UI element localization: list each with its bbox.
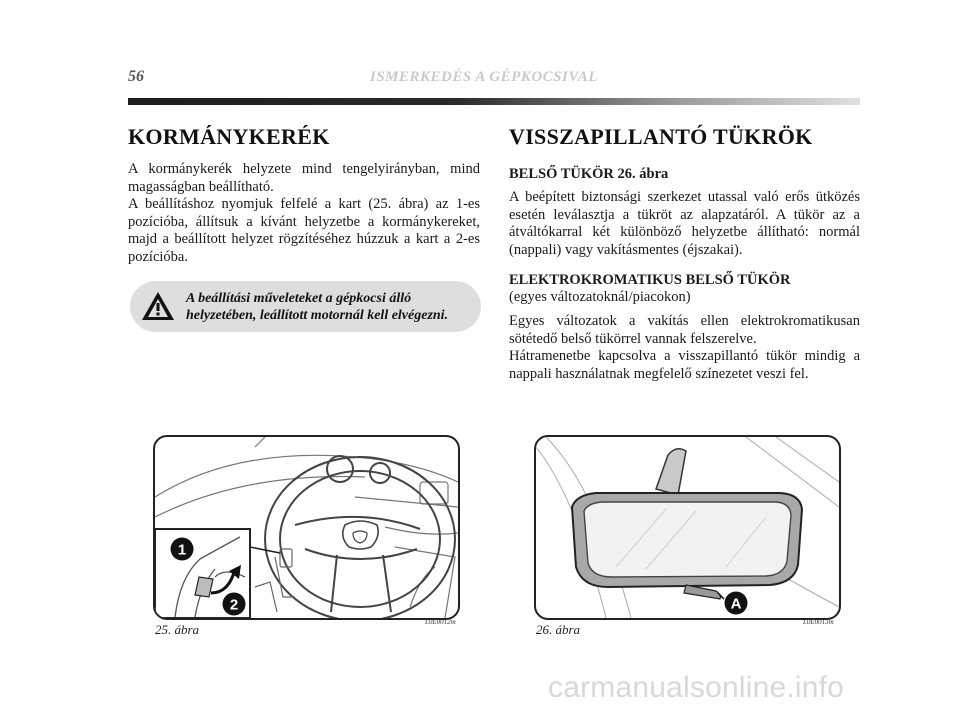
electrochromic-body [509, 313, 860, 383]
callout-1 [171, 538, 194, 561]
electrochromic-note: (egyes változatoknál/piacokon) [509, 289, 691, 305]
steering-paragraph-1: A kormánykerék helyzete mind tengelyirányban, mind magasságban beállítható. [128, 161, 480, 195]
figure-steering-wheel [153, 435, 460, 620]
callout-2 [223, 593, 246, 616]
electrochromic-paragraph-1: Egyes változatok a vakítás ellen elektrokromatikusan sötétedő belső tükörrel vannak felszerelve. [509, 313, 860, 347]
steering-body [128, 161, 480, 266]
svg-text:A: A [730, 595, 742, 613]
rearview-mirror-illustration [536, 437, 839, 618]
figure-25-code: L0E0012m [425, 618, 456, 626]
running-header: ISMERKEDÉS A GÉPKOCSIVAL [370, 69, 598, 85]
steering-paragraph-2: A beállításhoz nyomjuk felfelé a kart (25. ábra) az 1-es pozícióba, állítsuk a kívánt helyzetbe a kormánykereket, majd a beállított helyzet rögzítéséhez húzzuk a kart a 2-es pozícióba. [128, 196, 480, 265]
figure-26-code: L0E0013m [803, 618, 834, 626]
warning-box [130, 281, 481, 332]
page-number: 56 [128, 68, 144, 85]
callout-a [725, 592, 748, 615]
figure-25-caption: 25. ábra [155, 622, 200, 637]
figure-26-caption: 26. ábra [536, 622, 581, 637]
section-title-mirrors: VISSZAPILLANTÓ TÜKRÖK [509, 124, 813, 149]
warning-text: A beállítási műveleteket a gépkocsi álló helyzetében, leállított motornál kell elvégezni. [186, 290, 449, 323]
inner-mirror-body: A beépített biztonsági szerkezet utassal való erős ütközés esetén leválasztja a tükröt az alapzatáról. A tükör az a átváltókarral két különböző helyzetbe állítható: normál (nappali) vagy vakításmentes (éjszakai). [509, 189, 860, 258]
figure-rearview-mirror [534, 435, 841, 620]
subheading-electrochromic: ELEKTROKROMATIKUS BELSŐ TÜKÖR [509, 272, 791, 288]
svg-text:1: 1 [177, 541, 187, 559]
steering-wheel-illustration [155, 437, 458, 618]
svg-text:2: 2 [229, 596, 239, 614]
watermark: carmanualsonline.info [548, 671, 845, 704]
warning-triangle-icon [140, 290, 176, 322]
header-rule [128, 98, 860, 105]
section-title-steering: KORMÁNYKERÉK [128, 124, 330, 149]
subheading-inner-mirror: BELSŐ TÜKÖR 26. ábra [509, 166, 669, 182]
electrochromic-paragraph-2: Hátramenetbe kapcsolva a visszapillantó tükör mindig a nappali használatnak megfelelő színezetet veszi fel. [509, 348, 860, 382]
